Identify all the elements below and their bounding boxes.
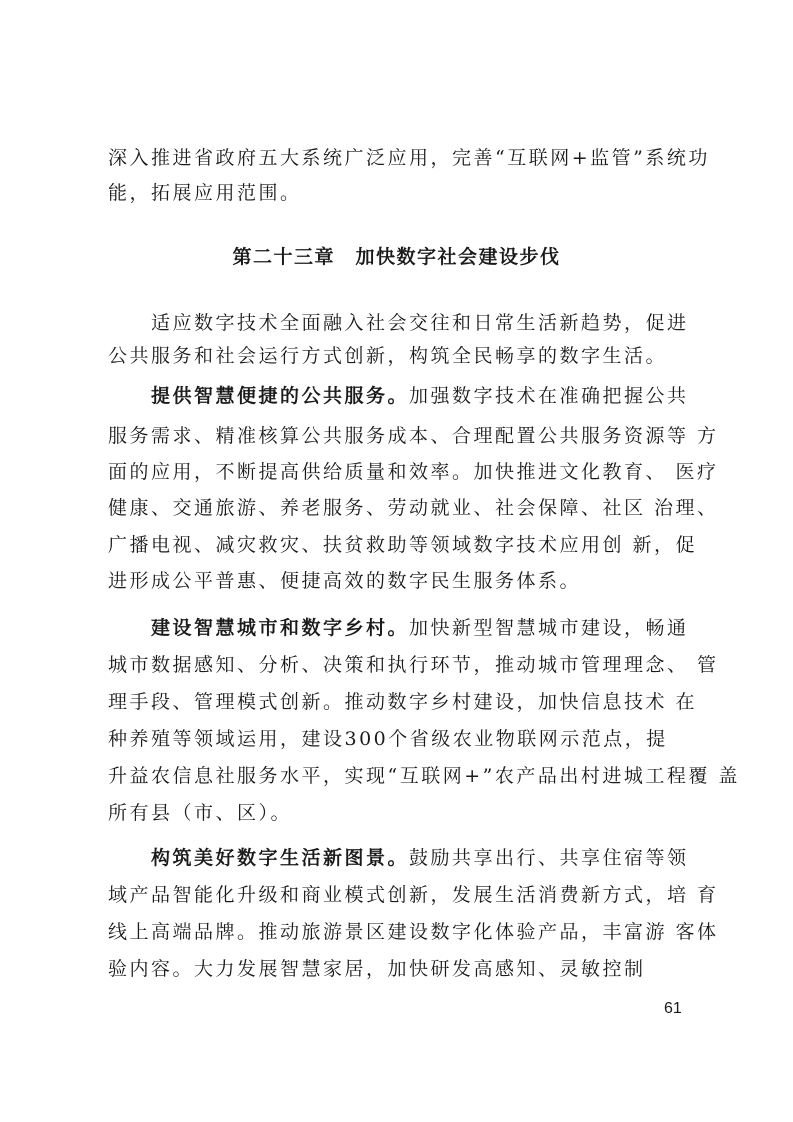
lead-line-1: 适应数字技术全面融入社会交往和日常生活新趋势，促进 (108, 312, 689, 334)
section2-heading: 建设智慧城市和数字乡村。 (108, 617, 410, 639)
section3-first-line (108, 845, 688, 871)
section3-line-2: 域产品智能化升级和商业模式创新，发展生活消费新方式，培 育 (108, 884, 719, 906)
section1-line-2: 服务需求、精准核算公共服务成本、合理配置公共服务资源等 方 (108, 425, 719, 447)
section1-line-5: 广播电视、减灾救灾、扶贫救助等领域数字技术应用创 新，促 (108, 534, 698, 556)
section2-line-4: 种养殖等领域运用，建设300个省级农业物联网示范点，提 (108, 728, 668, 750)
section3-first-line-text: 鼓励共享出行、共享住宿等领 (409, 847, 689, 869)
section1-heading: 提供智慧便捷的公共服务。 (108, 385, 410, 407)
intro-line-2: 能，拓展应用范围。 (108, 182, 302, 204)
section2-first-line (108, 615, 688, 641)
section2-first-line-text: 加快新型智慧城市建设，畅通 (409, 617, 689, 639)
section1-line-3: 面的应用，不断提高供给质量和效率。加快推进文化教育、 医疗 (108, 461, 719, 483)
section3-line-4: 验内容。大力发展智慧家居，加快研发高感知、灵敏控制 (108, 958, 646, 980)
section1-line-4: 健康、交通旅游、养老服务、劳动就业、社会保障、社区 治理、 (108, 497, 719, 519)
section1-line-6: 进形成公平普惠、便捷高效的数字民生服务体系。 (108, 570, 582, 592)
page-number: 61 (664, 1000, 682, 1017)
section1-first-line-text: 加强数字技术在准确把握公共 (409, 385, 689, 407)
section2-line-2: 城市数据感知、分析、决策和执行环节，推动城市管理理念、 管 (108, 654, 719, 676)
section3-line-3: 线上高端品牌。推动旅游景区建设数字化体验产品，丰富游 客体 (108, 921, 719, 943)
intro-line-1: 深入推进省政府五大系统广泛应用，完善“互联网+监管”系统功 (108, 147, 710, 169)
section2-line-5: 升益农信息社服务水平，实现“互联网+”农产品出村进城工程覆 盖 (108, 765, 740, 787)
chapter-title: 第二十三章 加快数字社会建设步伐 (232, 246, 561, 268)
section1-first-line (108, 383, 688, 409)
section3-heading: 构筑美好数字生活新图景。 (108, 847, 410, 869)
section2-line-6: 所有县（市、区）。 (108, 802, 293, 824)
section2-line-3: 理手段、管理模式创新。推动数字乡村建设，加快信息技术 在 (108, 691, 698, 713)
lead-line-2: 公共服务和社会运行方式创新，构筑全民畅享的数字生活。 (108, 345, 668, 367)
